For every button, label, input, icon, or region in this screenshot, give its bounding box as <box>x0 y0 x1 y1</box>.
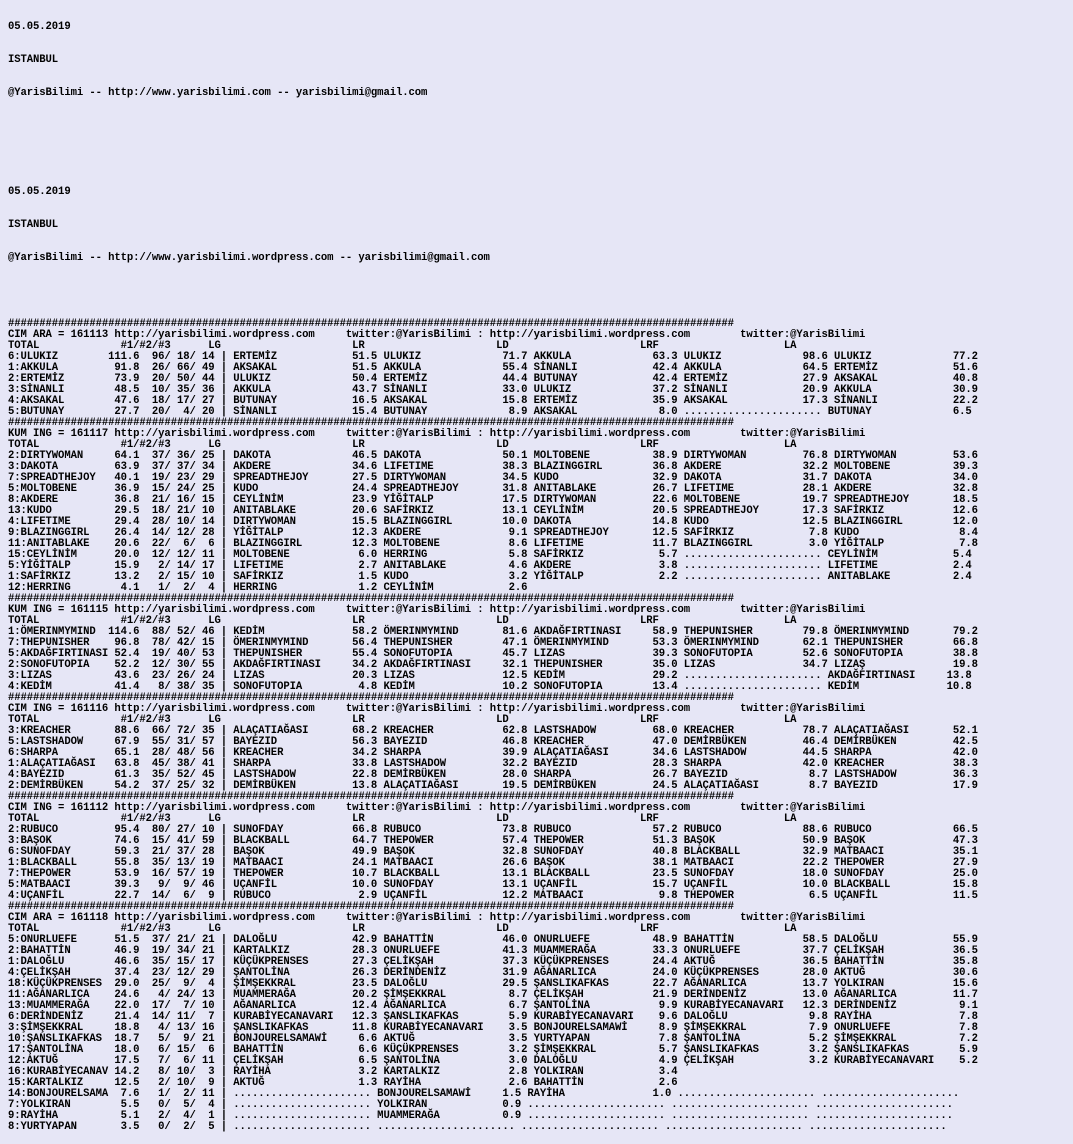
result-row: 4:LIFETIME 29.4 28/ 10/ 14 | DIRTYWOMAN 15.5 BLAZINGGIRL 10.0 DAKOTA 14.8 KUDO 12.5 BLAZINGGIRL 12.0 <box>8 516 978 528</box>
result-row: 6:SUNOFDAY 59.3 21/ 37/ 28 | BAŞOK 49.9 BAŞOK 32.8 SUNOFDAY 40.8 BLACKBALL 32.9 MATBAACI 35.1 <box>8 846 978 858</box>
report-city: ISTANBUL <box>8 54 59 66</box>
result-row: 1:DALOĞLU 46.6 35/ 15/ 17 | KÜÇÜKPRENSES 27.3 ÇELİKŞAH 37.3 KÜÇÜKPRENSES 24.4 AKTUĞ 36.5 BAHATTİN 35.8 <box>8 956 978 968</box>
result-row: 2:RUBUCO 95.4 80/ 27/ 10 | SUNOFDAY 66.8 RUBUCO 73.8 RUBUCO 57.2 RUBUCO 88.6 RUBUCO 66.5 <box>8 824 978 836</box>
race-section <box>8 319 1073 418</box>
race-header-line: KUM ING = 161117 http://yarisbilimi.wordpress.com twitter:@YarisBilimi : http://yarisbilimi.wordpress.com twitter:@YarisBilimi <box>8 428 866 440</box>
spacer <box>8 286 1073 297</box>
race-header-line: CIM ING = 161116 http://yarisbilimi.wordpress.com twitter:@YarisBilimi : http://yarisbilimi.wordpress.com twitter:@YarisBilimi <box>8 703 866 715</box>
column-header-line: TOTAL #1/#2/#3 LG LR LD LRF LA <box>8 714 797 726</box>
result-row: 4:KEDİM 41.4 8/ 38/ 35 | SONOFUTOPIA 4.8 KEDİM 10.2 SONOFUTOPIA 13.4 ...................... KEDİM 10.8 <box>8 681 972 693</box>
result-row: 4:UÇANFİL 22.7 14/ 6/ 9 | RUBUCO 2.9 UÇANFİL 12.2 MATBAACI 9.8 THEPOWER 6.5 UÇANFİL 11.5 <box>8 890 978 902</box>
column-header-line: TOTAL #1/#2/#3 LG LR LD LRF LA <box>8 615 797 627</box>
result-row: 4:AKSAKAL 47.6 18/ 17/ 27 | BUTUNAY 16.5 AKSAKAL 15.8 ERTEMİZ 35.9 AKSAKAL 17.3 SİNANLI 22.2 <box>8 395 978 407</box>
result-row: 8:AKDERE 36.8 21/ 16/ 15 | CEYLİNİM 23.9 YİĞİTALP 17.5 DIRTYWOMAN 22.6 MOLTOBENE 19.7 SPREADTHEJOY 18.5 <box>8 494 978 506</box>
column-header-line: TOTAL #1/#2/#3 LG LR LD LRF LA <box>8 439 797 451</box>
report-city: ISTANBUL <box>8 219 59 231</box>
result-row: 3:SİNANLI 48.5 10/ 35/ 36 | AKKULA 43.7 SİNANLI 33.0 ULUKIZ 37.2 SİNANLI 20.9 AKKULA 30.9 <box>8 384 978 396</box>
result-row: 6:SHARPA 65.1 28/ 48/ 56 | KREACHER 34.2 SHARPA 39.9 ALAÇATIAĞASI 34.6 LASTSHADOW 44.5 SHARPA 42.0 <box>8 747 978 759</box>
separator-line: #################################################################################################################### <box>8 791 734 803</box>
result-row: 12:HERRING 4.1 1/ 2/ 4 | HERRING 1.2 CEYLİNİM 2.6 <box>8 582 528 594</box>
separator-line: #################################################################################################################### <box>8 901 734 913</box>
separator-line: #################################################################################################################### <box>8 417 734 429</box>
result-row: 4:ÇELİKŞAH 37.4 23/ 12/ 29 | ŞANTOLİNA 26.3 DERİNDENİZ 31.9 AĞANARLICA 24.0 KÜÇÜKPRENSES 28.0 AKTUĞ 30.6 <box>8 967 978 979</box>
race-header-line: CIM ARA = 161118 http://yarisbilimi.wordpress.com twitter:@YarisBilimi : http://yarisbilimi.wordpress.com twitter:@YarisBilimi <box>8 912 866 924</box>
separator-line: #################################################################################################################### <box>8 318 734 330</box>
result-row: 18:KÜÇÜKPRENSES 29.0 25/ 9/ 4 | ŞİMŞEKKRAL 23.5 DALOĞLU 29.5 ŞANSLIKAFKAS 22.7 AĞANARLICA 13.7 YOLKIRAN 15.6 <box>8 978 978 990</box>
race-header-line: KUM ING = 161115 http://yarisbilimi.wordpress.com twitter:@YarisBilimi : http://yarisbilimi.wordpress.com twitter:@YarisBilimi <box>8 604 866 616</box>
contact-line: @YarisBilimi -- http://www.yarisbilimi.com -- yarisbilimi@gmail.com <box>8 87 428 99</box>
result-row: 13:KUDO 29.5 18/ 21/ 10 | ANITABLAKE 20.6 SAFİRKIZ 13.1 CEYLİNİM 20.5 SPREADTHEJOY 17.3 SAFİRKIZ 12.6 <box>8 505 978 517</box>
result-row: 8:YURTYAPAN 3.5 0/ 2/ 5 | ...................... ...................... ...................... ...................... ...................... <box>8 1121 947 1133</box>
spacer <box>8 121 1073 132</box>
result-row: 16:KURABİYECANAV 14.2 8/ 10/ 3 | RAYİHA 3.2 KARTALKIZ 2.8 YOLKIRAN 3.4 <box>8 1066 678 1078</box>
column-header-line: TOTAL #1/#2/#3 LG LR LD LRF LA <box>8 813 797 825</box>
result-row: 1:BLACKBALL 55.8 35/ 13/ 19 | MATBAACI 24.1 MATBAACI 26.6 BAŞOK 38.1 MATBAACI 22.2 THEPOWER 27.9 <box>8 857 978 869</box>
result-row: 6:DERİNDENİZ 21.4 14/ 11/ 7 | KURABİYECANAVARI 12.3 ŞANSLIKAFKAS 5.9 KURABİYECANAVARI 9.6 DALOĞLU 9.8 RAYİHA 7.8 <box>8 1011 978 1023</box>
report-date: 05.05.2019 <box>8 21 71 33</box>
race-section <box>8 594 1073 693</box>
result-row: 5:YİĞİTALP 15.9 2/ 14/ 17 | LIFETIME 2.7 ANITABLAKE 4.6 AKDERE 3.8 ...................... LIFETIME 2.4 <box>8 560 972 572</box>
result-row: 2:BAHATTİN 46.9 19/ 34/ 21 | KARTALKIZ 28.3 ONURLUEFE 41.3 MUAMMERAĞA 33.3 ONURLUEFE 37.7 ÇELİKŞAH 36.5 <box>8 945 978 957</box>
race-section <box>8 693 1073 792</box>
result-row: 2:ERTEMİZ 73.9 20/ 50/ 44 | ULUKIZ 50.4 ERTEMİZ 44.4 BUTUNAY 42.4 ERTEMİZ 27.9 AKSAKAL 40.8 <box>8 373 978 385</box>
result-row: 7:THEPUNISHER 96.8 78/ 42/ 15 | ÖMERINMYMIND 56.4 THEPUNISHER 47.1 ÖMERINMYMIND 53.3 ÖMERINMYMIND 62.1 THEPUNISHER 66.8 <box>8 637 978 649</box>
result-row: 15:CEYLİNİM 20.0 12/ 12/ 11 | MOLTOBENE 6.0 HERRING 5.8 SAFİRKIZ 5.7 ...................... CEYLİNİM 5.4 <box>8 549 972 561</box>
race-sections <box>8 319 1073 1133</box>
result-row: 5:MATBAACI 39.3 9/ 9/ 46 | UÇANFİL 10.0 SUNOFDAY 13.1 UÇANFİL 15.7 UÇANFİL 10.0 BLACKBALL 15.8 <box>8 879 978 891</box>
race-header-line: CIM ARA = 161113 http://yarisbilimi.wordpress.com twitter:@YarisBilimi : http://yarisbilimi.wordpress.com twitter:@YarisBilimi <box>8 329 866 341</box>
result-row: 7:SPREADTHEJOY 40.1 19/ 23/ 29 | SPREADTHEJOY 27.5 DIRTYWOMAN 34.5 KUDO 32.9 DAKOTA 31.7 DAKOTA 34.0 <box>8 472 978 484</box>
result-row: 4:BAYEZID 61.3 35/ 52/ 45 | LASTSHADOW 22.8 DEMİRBÜKEN 28.0 SHARPA 26.7 BAYEZID 8.7 LASTSHADOW 36.3 <box>8 769 978 781</box>
result-row: 12:AKTUĞ 17.5 7/ 6/ 11 | ÇELİKŞAH 6.5 ŞANTOLİNA 3.0 DALOĞLU 4.9 ÇELİKŞAH 3.2 KURABİYECANAVARI 5.2 <box>8 1055 978 1067</box>
result-row: 5:LASTSHADOW 67.9 55/ 31/ 57 | BAYEZID 56.3 BAYEZID 46.8 KREACHER 47.0 DEMİRBÜKEN 46.4 DEMİRBÜKEN 42.5 <box>8 736 978 748</box>
result-row: 2:SONOFUTOPIA 52.2 12/ 30/ 55 | AKDAĞFIRTINASI 34.2 AKDAĞFIRTINASI 32.1 THEPUNISHER 35.0 LIZAS 34.7 LIZAŞ 19.8 <box>8 659 978 671</box>
column-header-line: TOTAL #1/#2/#3 LG LR LD LRF LA <box>8 923 797 935</box>
race-section <box>8 792 1073 902</box>
result-row: 10:ŞANSLIKAFKAS 18.7 5/ 9/ 21 | BONJOURELSAMAWİ 6.6 AKTUĞ 3.5 YURTYAPAN 7.8 ŞANTOLİNA 5.2 ŞİMŞEKKRAL 7.2 <box>8 1033 978 1045</box>
result-row: 1:ALAÇATIAĞASI 63.8 45/ 38/ 41 | SHARPA 33.8 LASTSHADOW 32.2 BAYEZID 28.3 SHARPA 42.0 KREACHER 38.3 <box>8 758 978 770</box>
result-row: 11:ANITABLAKE 20.6 22/ 6/ 6 | BLAZINGGIRL 12.3 MOLTOBENE 8.6 LIFETIME 11.7 BLAZINGGIRL 3.0 YİĞİTALP 7.8 <box>8 538 978 550</box>
result-row: 3:KREACHER 88.6 66/ 72/ 35 | ALAÇATIAĞASI 68.2 KREACHER 62.8 LASTSHADOW 68.0 KREACHER 78.7 ALAÇATIAĞASI 52.1 <box>8 725 978 737</box>
separator-line: #################################################################################################################### <box>8 593 734 605</box>
result-row: 15:KARTALKIZ 12.5 2/ 10/ 9 | AKTUĞ 1.3 RAYİHA 2.6 BAHATTİN 2.6 <box>8 1077 678 1089</box>
result-row: 2:DEMİRBÜKEN 54.2 37/ 25/ 32 | DEMİRBÜKEN 13.8 ALAÇATIAĞASI 19.5 DEMİRBÜKEN 24.5 ALAÇATIAĞASI 8.7 BAYEZID 17.9 <box>8 780 978 792</box>
result-row: 9:BLAZINGGIRL 26.4 14/ 12/ 28 | YİĞİTALP 12.3 AKDERE 9.1 SPREADTHEJOY 12.5 SAFİRKIZ 7.8 KUDO 8.4 <box>8 527 978 539</box>
result-row: 14:BONJOURELSAMA 7.6 1/ 2/ 11 | ...................... BONJOURELSAMAWİ 1.5 RAYİHA 1.0 ...................... ...................... <box>8 1088 960 1100</box>
result-row: 5:BUTUNAY 27.7 20/ 4/ 20 | SİNANLI 15.4 BUTUNAY 8.9 AKSAKAL 8.0 ...................... BUTUNAY 6.5 <box>8 406 972 418</box>
result-row: 3:BAŞOK 74.6 15/ 41/ 59 | BLACKBALL 64.7 THEPOWER 57.4 THEPOWER 51.3 BAŞOK 50.9 BAŞOK 47.3 <box>8 835 978 847</box>
result-row: 5:AKDAĞFIRTINASI 52.4 19/ 40/ 53 | THEPUNISHER 55.4 SONOFUTOPIA 45.7 LIZAS 39.3 SONOFUTOPIA 52.6 SONOFUTOPIA 38.8 <box>8 648 978 660</box>
result-row: 1:SAFİRKIZ 13.2 2/ 15/ 10 | SAFİRKIZ 1.5 KUDO 3.2 YİĞİTALP 2.2 ...................... ANITABLAKE 2.4 <box>8 571 972 583</box>
separator-line: #################################################################################################################### <box>8 692 734 704</box>
result-row: 1:ÖMERINMYMIND 114.6 88/ 52/ 46 | KEDİM 58.2 ÖMERINMYMIND 81.6 AKDAĞFIRTINASI 58.9 THEPUNISHER 79.8 ÖMERINMYMIND 79.2 <box>8 626 978 638</box>
result-row: 7:YOLKIRAN 5.5 0/ 5/ 4 | ...................... YOLKIRAN 0.9 ...................... ...................... ...................... <box>8 1099 953 1111</box>
result-row: 9:RAYİHA 5.1 2/ 4/ 1 | ...................... MUAMMERAĞA 0.9 ...................... ...................... ...................... <box>8 1110 953 1122</box>
result-row: 2:DIRTYWOMAN 64.1 37/ 36/ 25 | DAKOTA 46.5 DAKOTA 50.1 MOLTOBENE 38.9 DIRTYWOMAN 76.8 DIRTYWOMAN 53.6 <box>8 450 978 462</box>
race-section <box>8 902 1073 1133</box>
race-section <box>8 418 1073 594</box>
race-header-line: CIM ING = 161112 http://yarisbilimi.wordpress.com twitter:@YarisBilimi : http://yarisbilimi.wordpress.com twitter:@YarisBilimi <box>8 802 866 814</box>
report-date: 05.05.2019 <box>8 186 71 198</box>
column-header-line: TOTAL #1/#2/#3 LG LR LD LRF LA <box>8 340 797 352</box>
spacer <box>8 154 1073 165</box>
contact-line: @YarisBilimi -- http://www.yarisbilimi.wordpress.com -- yarisbilimi@gmail.com <box>8 252 490 264</box>
result-row: 17:ŞANTOLİNA 18.0 6/ 15/ 6 | BAHATTİN 6.6 KÜÇÜKPRENSES 3.2 ŞİMŞEKKRAL 5.7 ŞANSLIKAFKAS 3.2 ŞANSLIKAFKAS 5.9 <box>8 1044 978 1056</box>
result-row: 3:LIZAS 43.6 23/ 26/ 24 | LIZAS 20.3 LIZAS 12.5 KEDİM 29.2 ...................... AKDAĞFIRTINASI 13.8 <box>8 670 972 682</box>
result-row: 6:ULUKIZ 111.6 96/ 18/ 14 | ERTEMİZ 51.5 ULUKIZ 71.7 AKKULA 63.3 ULUKIZ 98.6 ULUKIZ 77.2 <box>8 351 978 363</box>
result-row: 3:DAKOTA 63.9 37/ 37/ 34 | AKDERE 34.6 LIFETIME 38.3 BLAZINGGIRL 36.8 AKDERE 32.2 MOLTOBENE 39.3 <box>8 461 978 473</box>
result-row: 5:ONURLUEFE 51.5 37/ 21/ 21 | DALOĞLU 42.9 BAHATTİN 46.0 ONURLUEFE 48.9 BAHATTİN 58.5 DALOĞLU 55.9 <box>8 934 978 946</box>
result-row: 5:MOLTOBENE 36.9 15/ 24/ 25 | KUDO 24.4 SPREADTHEJOY 31.8 ANITABLAKE 26.7 LIFETIME 28.1 AKDERE 32.8 <box>8 483 978 495</box>
result-row: 13:MUAMMERAĞA 22.0 17/ 7/ 10 | AĞANARLICA 12.4 AĞANARLICA 6.7 ŞANTOLİNA 9.9 KURABİYECANAVARI 12.3 DERİNDENİZ 9.1 <box>8 1000 978 1012</box>
result-row: 11:AĞANARLICA 24.6 4/ 24/ 13 | MUAMMERAĞA 20.2 ŞİMŞEKKRAL 8.7 ÇELİKŞAH 21.9 DERİNDENİZ 13.0 AĞANARLICA 11.7 <box>8 989 978 1001</box>
result-row: 7:THEPOWER 53.9 16/ 57/ 19 | THEPOWER 10.7 BLACKBALL 13.1 BLACKBALL 23.5 SUNOFDAY 18.0 SUNOFDAY 25.0 <box>8 868 978 880</box>
result-row: 3:ŞİMŞEKKRAL 18.8 4/ 13/ 16 | ŞANSLIKAFKAS 11.8 KURABİYECANAVARI 3.5 BONJOURELSAMAWİ 8.9 ŞİMŞEKKRAL 7.9 ONURLUEFE 7.8 <box>8 1022 978 1034</box>
result-row: 1:AKKULA 91.8 26/ 66/ 49 | AKSAKAL 51.5 AKKULA 55.4 SİNANLI 42.4 AKKULA 64.5 ERTEMİZ 51.6 <box>8 362 978 374</box>
